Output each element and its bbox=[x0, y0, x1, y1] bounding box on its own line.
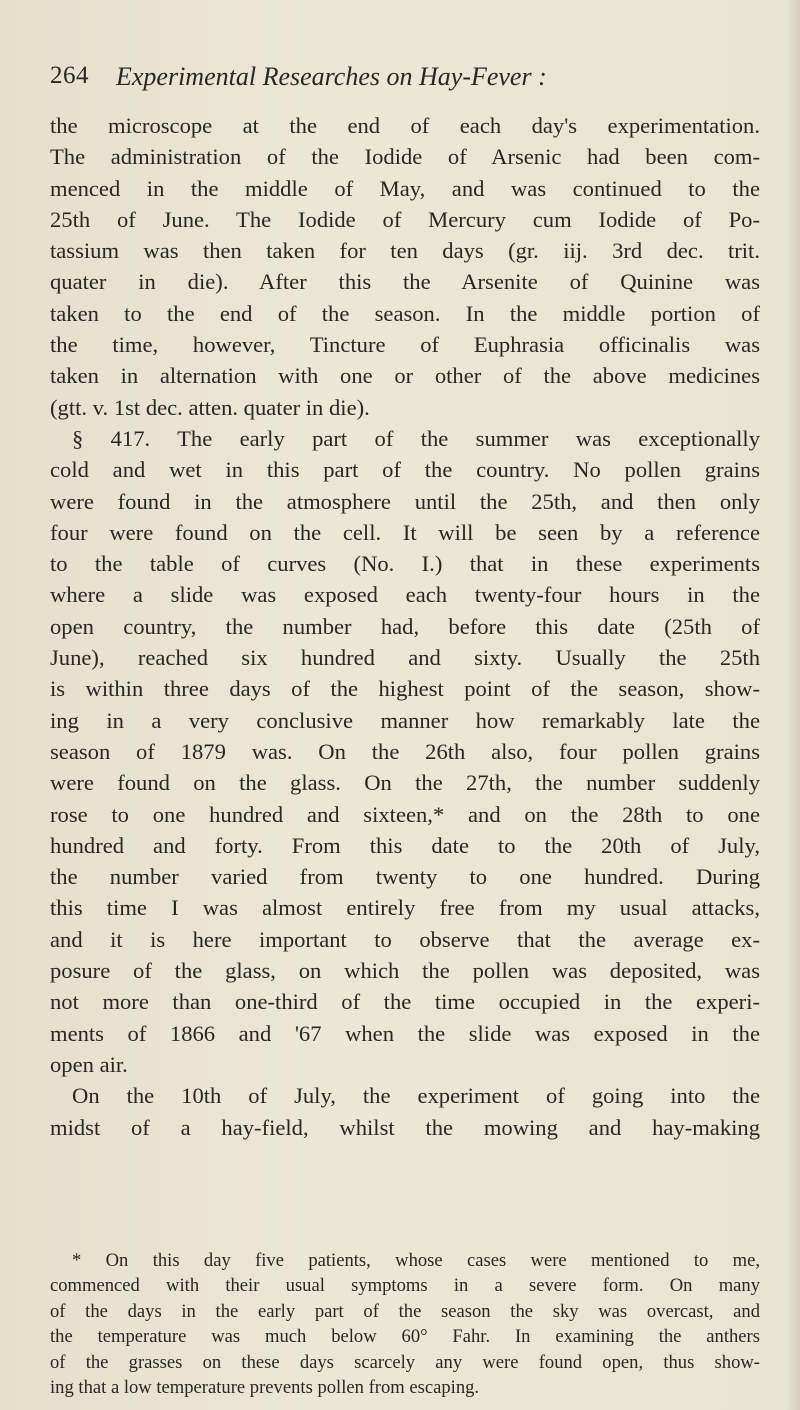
body-line: hundred and forty. From this date to the 20th of July, bbox=[50, 832, 760, 858]
running-title: Experimental Researches on Hay-Fever : bbox=[116, 62, 547, 91]
footnote-line: the temperature was much below 60° Fahr. In examining the anthers bbox=[50, 1326, 760, 1348]
footnote-line: of the grasses on these days scarcely any were found open, thus show- bbox=[50, 1351, 760, 1373]
page-edge-shadow bbox=[786, 0, 800, 1410]
body-line: the number varied from twenty to one hundred. During bbox=[50, 864, 760, 890]
body-line: quater in die). After this the Arsenite of Quinine was bbox=[50, 269, 760, 295]
body-line: menced in the middle of May, and was continued to the bbox=[50, 175, 760, 201]
body-line: season of 1879 was. On the 26th also, four pollen grains bbox=[50, 738, 760, 764]
section-start-line: § 417. The early part of the summer was exceptionally bbox=[72, 425, 760, 451]
body-line: is within three days of the highest point of the season, show- bbox=[50, 676, 760, 702]
paragraph-start-line: On the 10th of July, the experiment of going into the bbox=[72, 1083, 760, 1109]
footnote-line: * On this day five patients, whose cases were mentioned to me, bbox=[72, 1250, 760, 1271]
page-number: 264 bbox=[50, 62, 89, 89]
body-line: 25th of June. The Iodide of Mercury cum Iodide of Po- bbox=[50, 206, 760, 232]
body-line: taken in alternation with one or other of the above medicines bbox=[50, 363, 760, 389]
body-line: four were found on the cell. It will be seen by a reference bbox=[50, 519, 760, 545]
body-line: ing in a very conclusive manner how remarkably late the bbox=[50, 707, 760, 733]
footnote-line: of the days in the early part of the season the sky was overcast, and bbox=[50, 1300, 760, 1322]
footnote-line: commenced with their usual symptoms in a severe form. On many bbox=[50, 1275, 760, 1297]
body-line: (gtt. v. 1st dec. atten. quater in die). bbox=[50, 394, 370, 420]
body-line: rose to one hundred and sixteen,* and on the 28th to one bbox=[50, 801, 760, 827]
body-line: tassium was then taken for ten days (gr. iij. 3rd dec. trit. bbox=[50, 238, 760, 264]
footnote-line: ing that a low temperature prevents pollen from escaping. bbox=[50, 1376, 480, 1398]
body-line: the microscope at the end of each day's experimentation. bbox=[50, 113, 760, 138]
body-line: open country, the number had, before this date (25th of bbox=[50, 613, 760, 639]
body-line: posure of the glass, on which the pollen was deposited, was bbox=[50, 958, 760, 984]
body-line: open air. bbox=[50, 1051, 128, 1077]
body-line: where a slide was exposed each twenty-four hours in the bbox=[50, 582, 760, 608]
body-line: not more than one-third of the time occupied in the experi- bbox=[50, 989, 760, 1015]
body-text bbox=[50, 110, 760, 1143]
body-line: were found in the atmosphere until the 25th, and then only bbox=[50, 488, 760, 514]
body-line: and it is here important to observe that the average ex- bbox=[50, 926, 760, 952]
body-line: to the table of curves (No. I.) that in these experiments bbox=[50, 551, 760, 577]
body-line: The administration of the Iodide of Arsenic had been com- bbox=[50, 144, 760, 170]
running-head bbox=[50, 62, 770, 96]
body-line: taken to the end of the season. In the middle portion of bbox=[50, 300, 760, 326]
body-line: ments of 1866 and '67 when the slide was exposed in the bbox=[50, 1020, 760, 1046]
footnote bbox=[50, 1248, 760, 1400]
body-line: were found on the glass. On the 27th, the number suddenly bbox=[50, 770, 760, 796]
body-line: this time I was almost entirely free from my usual attacks, bbox=[50, 895, 760, 921]
body-line: midst of a hay-field, whilst the mowing and hay-making bbox=[50, 1114, 760, 1140]
body-line: cold and wet in this part of the country. No pollen grains bbox=[50, 457, 760, 483]
body-line: the time, however, Tincture of Euphrasia officinalis was bbox=[50, 332, 760, 358]
body-line: June), reached six hundred and sixty. Usually the 25th bbox=[50, 645, 760, 671]
